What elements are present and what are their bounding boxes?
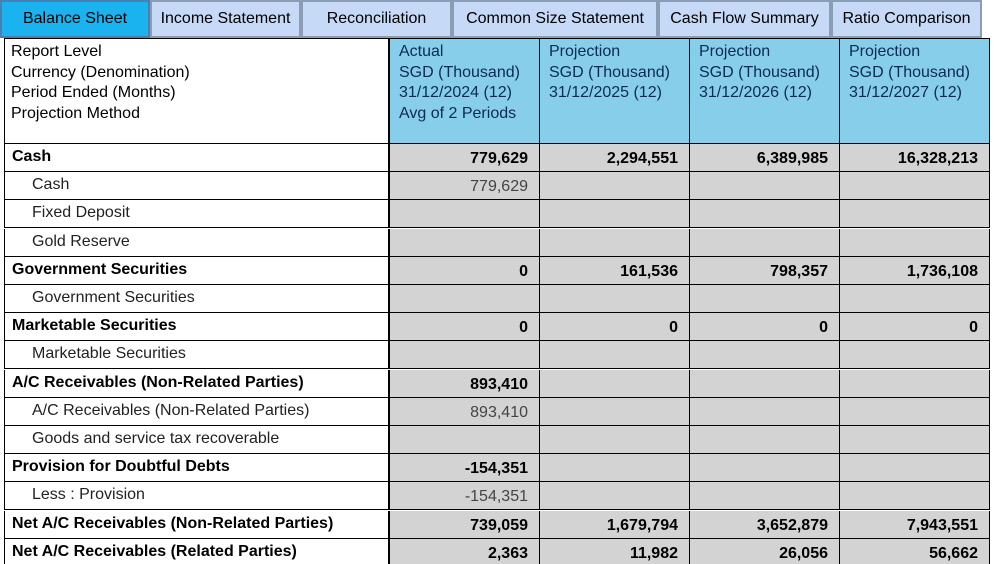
value-cell[interactable] (390, 426, 540, 454)
period-header-line: Projection (849, 43, 921, 60)
value-cell[interactable] (540, 172, 690, 200)
value-cell[interactable] (390, 285, 540, 313)
value-cell[interactable] (540, 341, 690, 369)
value-cell[interactable]: 2,363 (390, 539, 540, 564)
value-cell[interactable] (690, 370, 840, 398)
period-header-line: SGD (Thousand) (699, 63, 820, 81)
table-row (4, 313, 992, 341)
tab-cash-flow-summary[interactable]: Cash Flow Summary (658, 0, 831, 38)
value-cell[interactable]: 0 (840, 313, 990, 341)
value-cell[interactable]: 893,410 (390, 370, 540, 398)
table-row (4, 257, 992, 285)
period-header-line: 31/12/2027 (12) (849, 84, 962, 101)
table-row (4, 200, 992, 228)
value-cell[interactable]: 3,652,879 (690, 511, 840, 539)
value-cell[interactable]: 893,410 (390, 398, 540, 426)
value-cell[interactable]: 16,328,213 (840, 144, 990, 172)
table-row (4, 285, 992, 313)
tab-common-size-statement[interactable]: Common Size Statement (452, 0, 658, 38)
value-cell[interactable] (540, 370, 690, 398)
value-cell[interactable]: 779,629 (390, 172, 540, 200)
tab-ratio-comparison[interactable]: Ratio Comparison (831, 0, 982, 38)
period-column-header (540, 38, 690, 144)
value-cell[interactable]: 26,056 (690, 539, 840, 564)
row-label: Government Securities (4, 285, 390, 313)
table-row (4, 341, 992, 369)
value-cell[interactable] (840, 426, 990, 454)
value-cell[interactable] (690, 482, 840, 510)
row-label: Net A/C Receivables (Non-Related Parties) (4, 511, 390, 539)
value-cell[interactable] (840, 200, 990, 228)
value-cell[interactable] (690, 454, 840, 482)
header-label: Report Level (11, 43, 102, 60)
value-cell[interactable]: -154,351 (390, 482, 540, 510)
row-label: Fixed Deposit (4, 200, 390, 228)
period-header-line: Projection (549, 43, 621, 60)
period-header-line: Projection (699, 43, 771, 60)
value-cell[interactable]: 779,629 (390, 144, 540, 172)
value-cell[interactable]: 798,357 (690, 257, 840, 285)
period-header-line: SGD (Thousand) (849, 63, 970, 81)
value-cell[interactable]: 0 (390, 257, 540, 285)
tab-income-statement[interactable]: Income Statement (150, 0, 301, 38)
row-label: A/C Receivables (Non-Related Parties) (4, 398, 390, 426)
table-row (4, 229, 992, 257)
table-row (4, 539, 992, 564)
value-cell[interactable] (390, 341, 540, 369)
value-cell[interactable]: 6,389,985 (690, 144, 840, 172)
header-label: Currency (Denomination) (11, 63, 190, 81)
table-row (4, 482, 992, 510)
table-row (4, 398, 992, 426)
value-cell[interactable] (840, 482, 990, 510)
row-label: Provision for Doubtful Debts (4, 454, 390, 482)
sheet-tab-bar (0, 0, 994, 38)
row-label: Less : Provision (4, 482, 390, 510)
table-row (4, 426, 992, 454)
row-label: Cash (4, 172, 390, 200)
header-labels (4, 38, 390, 144)
tab-reconciliation[interactable]: Reconciliation (301, 0, 452, 38)
value-cell[interactable]: 161,536 (540, 257, 690, 285)
value-cell[interactable] (390, 200, 540, 228)
value-cell[interactable] (540, 200, 690, 228)
value-cell[interactable] (540, 426, 690, 454)
row-label: Marketable Securities (4, 341, 390, 369)
row-label: Marketable Securities (4, 313, 390, 341)
value-cell[interactable] (690, 172, 840, 200)
table-row (4, 511, 992, 539)
value-cell[interactable] (540, 229, 690, 257)
value-cell[interactable] (840, 454, 990, 482)
period-header-line: 31/12/2026 (12) (699, 84, 812, 101)
value-cell[interactable]: 739,059 (390, 511, 540, 539)
value-cell[interactable]: 1,679,794 (540, 511, 690, 539)
value-cell[interactable] (690, 285, 840, 313)
value-cell[interactable] (690, 341, 840, 369)
period-header-line: 31/12/2025 (12) (549, 84, 662, 101)
value-cell[interactable] (840, 398, 990, 426)
value-cell[interactable] (840, 370, 990, 398)
period-header-line: Avg of 2 Periods (399, 104, 517, 122)
value-cell[interactable]: 0 (540, 313, 690, 341)
table-row (4, 370, 992, 398)
row-label: A/C Receivables (Non-Related Parties) (4, 370, 390, 398)
period-column-header (390, 38, 540, 144)
period-header-line: 31/12/2024 (12) (399, 84, 512, 101)
value-cell[interactable]: 1,736,108 (840, 257, 990, 285)
value-cell[interactable]: 0 (390, 313, 540, 341)
value-cell[interactable]: 11,982 (540, 539, 690, 564)
period-header-line: SGD (Thousand) (399, 63, 520, 81)
value-cell[interactable] (690, 200, 840, 228)
value-cell[interactable] (840, 229, 990, 257)
header-label: Projection Method (11, 104, 140, 122)
row-label: Government Securities (4, 257, 390, 285)
value-cell[interactable]: 0 (690, 313, 840, 341)
table-row (4, 144, 992, 172)
value-cell[interactable] (540, 285, 690, 313)
row-label: Net A/C Receivables (Related Parties) (4, 539, 390, 564)
value-cell[interactable]: -154,351 (390, 454, 540, 482)
value-cell[interactable] (390, 229, 540, 257)
row-label: Gold Reserve (4, 229, 390, 257)
value-cell[interactable] (840, 341, 990, 369)
period-header-line: Actual (399, 43, 444, 60)
value-cell[interactable] (840, 285, 990, 313)
period-header-line: SGD (Thousand) (549, 63, 670, 81)
table-row (4, 172, 992, 200)
row-label: Cash (4, 144, 390, 172)
period-column-header (690, 38, 840, 144)
value-cell[interactable]: 2,294,551 (540, 144, 690, 172)
value-cell[interactable]: 7,943,551 (840, 511, 990, 539)
value-cell[interactable]: 56,662 (840, 539, 990, 564)
header-label: Period Ended (Months) (11, 84, 176, 101)
value-cell[interactable] (540, 398, 690, 426)
value-cell[interactable] (540, 454, 690, 482)
value-cell[interactable] (690, 426, 840, 454)
value-cell[interactable] (690, 229, 840, 257)
value-cell[interactable] (540, 482, 690, 510)
tab-balance-sheet[interactable]: Balance Sheet (0, 0, 150, 38)
value-cell[interactable] (690, 398, 840, 426)
value-cell[interactable] (840, 172, 990, 200)
period-column-header (840, 38, 990, 144)
row-label: Goods and service tax recoverable (4, 426, 390, 454)
table-row (4, 454, 992, 482)
